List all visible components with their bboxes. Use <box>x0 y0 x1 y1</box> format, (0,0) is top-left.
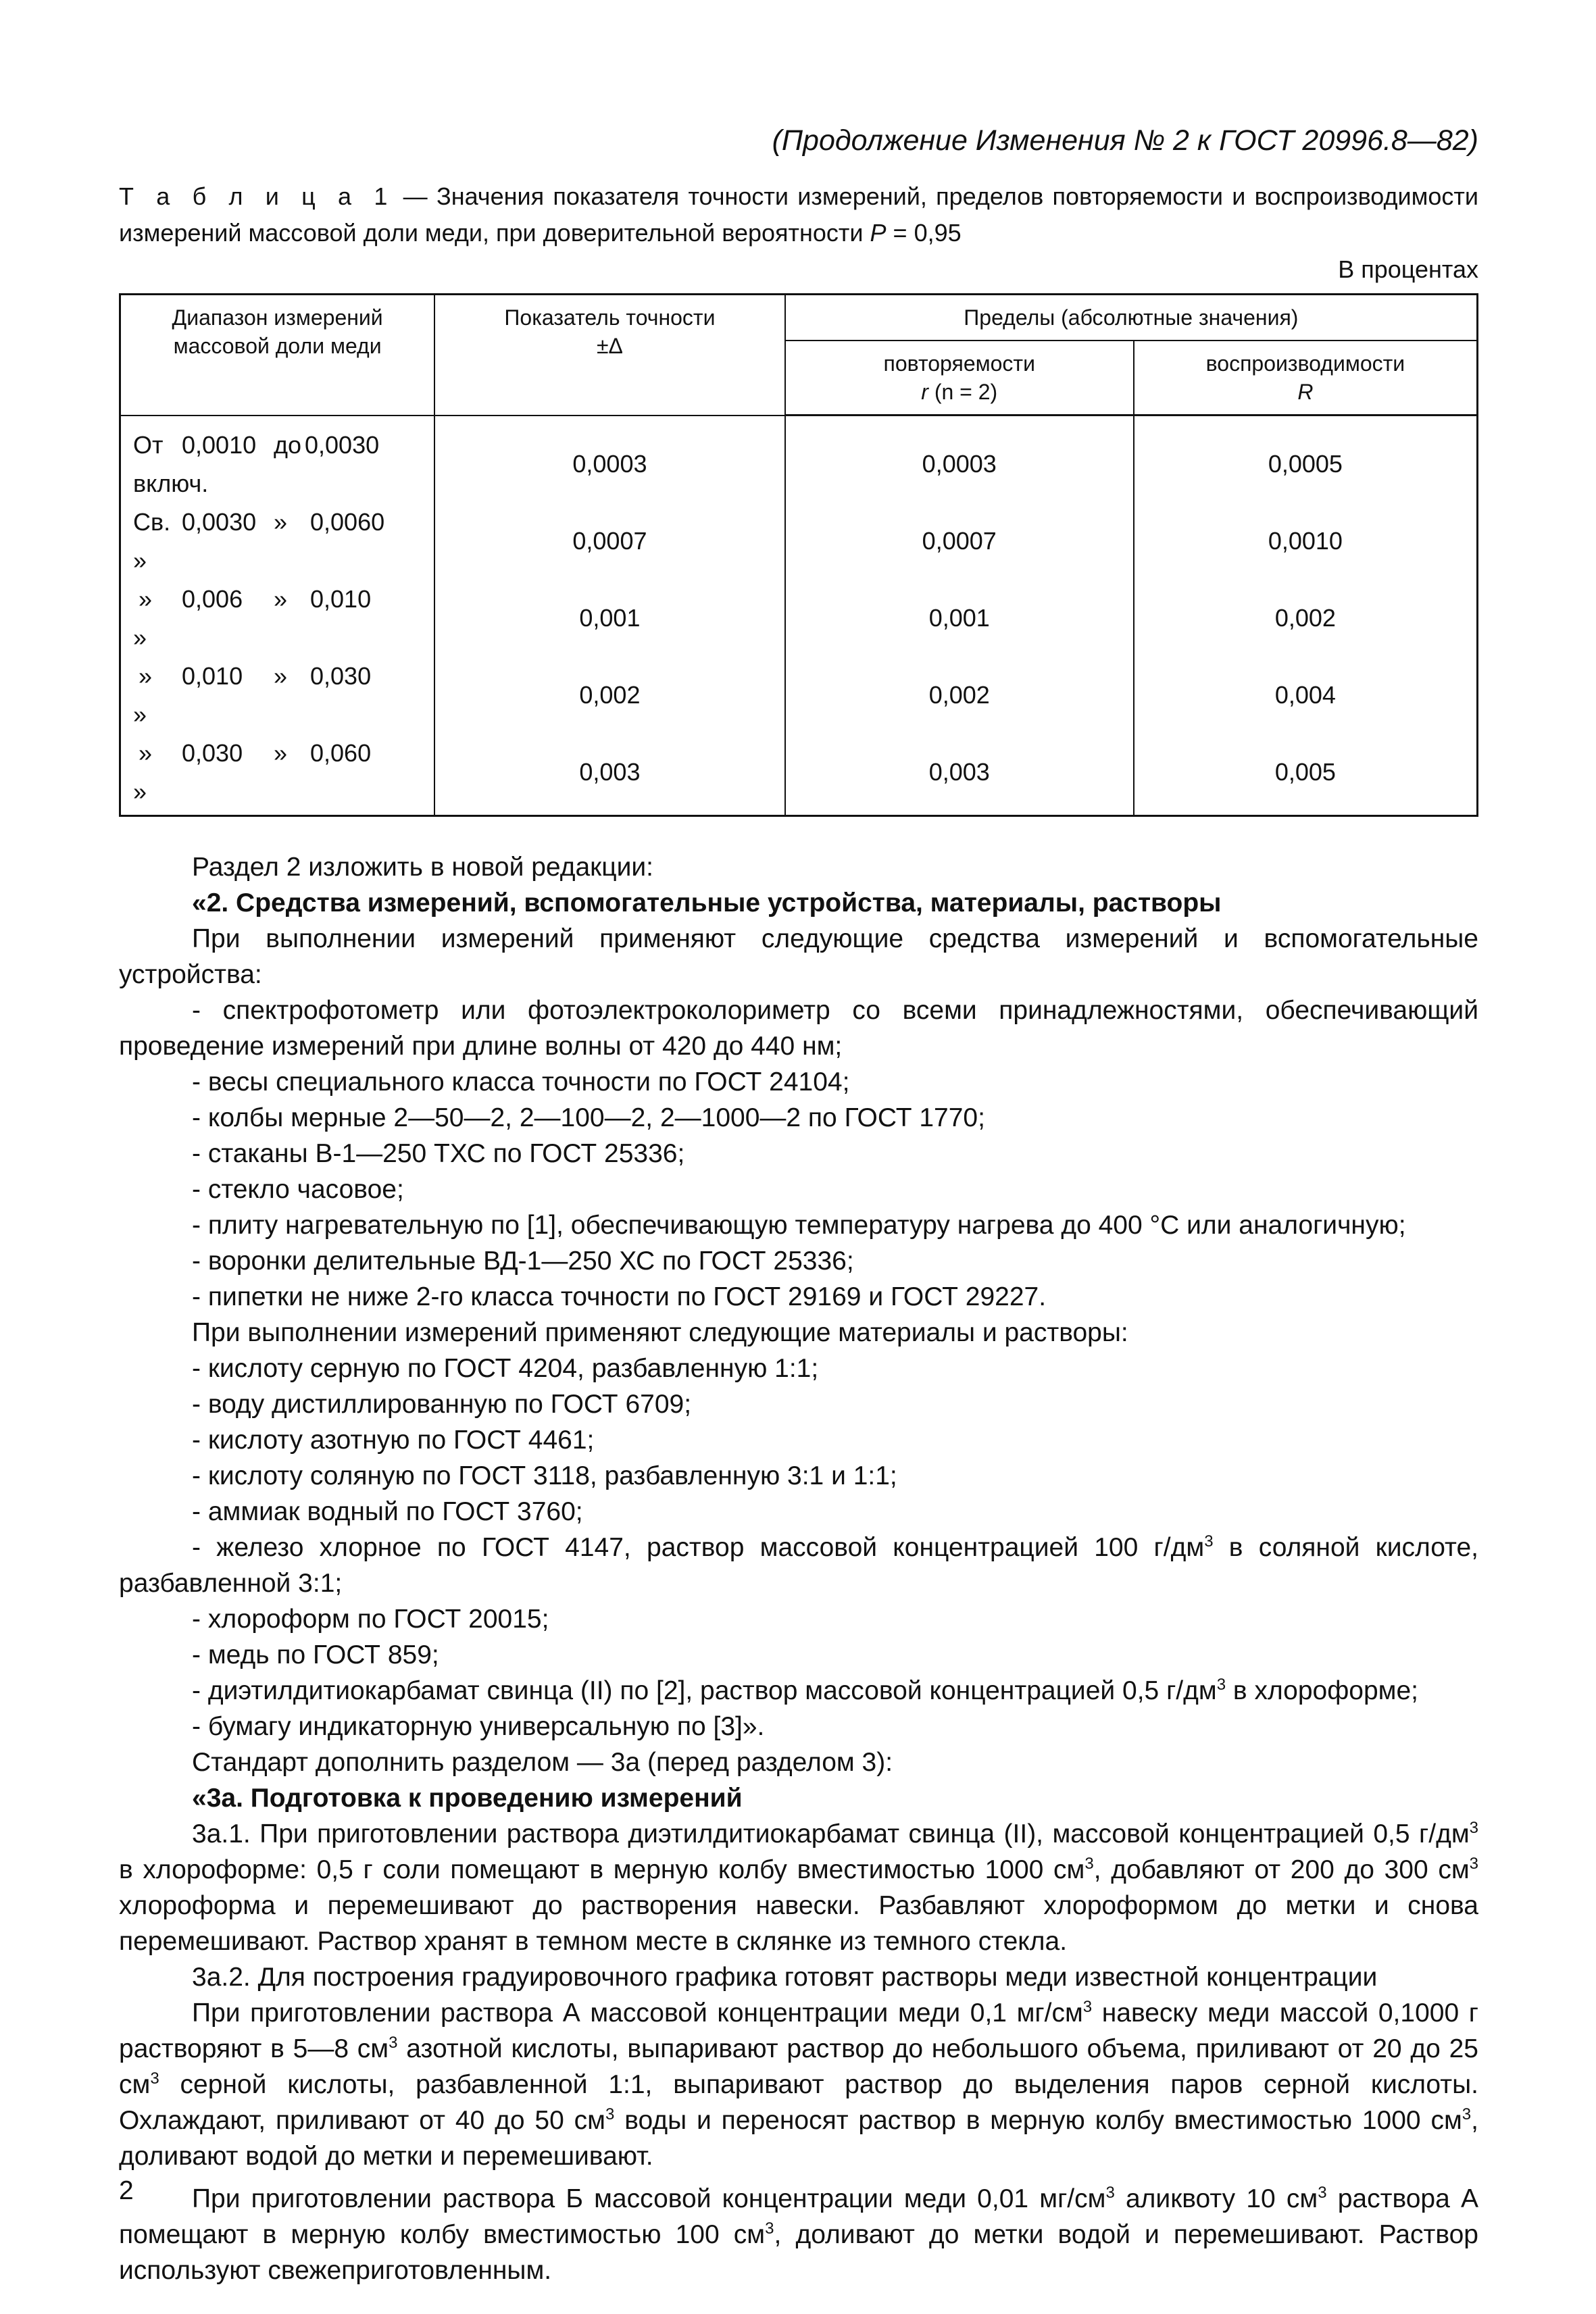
superscript: 3 <box>389 2033 398 2052</box>
header-reproducibility <box>1134 341 1478 416</box>
text-run: в соляной кислоте, разбавленной 3:1; <box>119 1532 1478 1598</box>
range-to: 0,030 <box>310 661 372 690</box>
superscript: 3 <box>1082 1997 1093 2016</box>
accuracy-cell: 0,001 <box>434 580 785 657</box>
reproducibility-cell: 0,0010 <box>1134 503 1478 580</box>
superscript: 3 <box>1462 2105 1472 2123</box>
range-cell <box>120 503 435 580</box>
header-continuation: (Продолжение Изменения № 2 к ГОСТ 20996.8—82) <box>772 124 1478 157</box>
accuracy-cell: 0,0003 <box>434 416 785 503</box>
superscript: 3 <box>1318 2183 1327 2202</box>
table-row <box>120 503 1478 580</box>
table-row <box>120 657 1478 734</box>
list-item: - хлороформ по ГОСТ 20015; <box>192 1604 549 1634</box>
header-reproducibility-label: воспроизводимости <box>1205 351 1405 376</box>
list-item: - плиту нагревательную по [1], обеспечивающую температуру нагрева до 400 °С или аналогичную; <box>192 1210 1406 1240</box>
text-run: серной кислоты, разбавленной 1:1, выпаривают раствор до выделения паров серной кислоты. Охлаждают, приливают от 40 до 50 см <box>119 2069 1478 2135</box>
range-prefix: От <box>133 430 164 459</box>
range-cell <box>120 734 435 816</box>
list-item: - весы специального класса точности по ГОСТ 24104; <box>192 1067 850 1097</box>
repeatability-cell: 0,001 <box>785 580 1134 657</box>
text-run: При приготовлении раствора А массовой концентрации меди 0,1 мг/см <box>192 1998 1083 2028</box>
list-item: - аммиак водный по ГОСТ 3760; <box>192 1496 583 1526</box>
superscript: 3 <box>765 2219 774 2238</box>
reproducibility-cell: 0,0005 <box>1134 416 1478 503</box>
superscript: 3 <box>605 2105 615 2123</box>
list-item <box>119 1673 1478 1709</box>
reproducibility-cell: 0,002 <box>1134 580 1478 657</box>
accuracy-cell: 0,003 <box>434 734 785 816</box>
range-suffix: » <box>133 700 147 728</box>
superscript: 3 <box>150 2069 159 2088</box>
range-from: 0,030 <box>182 738 243 767</box>
range-suffix: » <box>133 546 147 574</box>
range-to-word: » <box>274 584 288 613</box>
text-run: навеску меди массой 0,1000 г растворяют в 5—8 см <box>119 1998 1478 2063</box>
list-item: - воду дистиллированную по ГОСТ 6709; <box>192 1389 692 1419</box>
header-range: Диапазон измерений массовой доли меди <box>120 295 435 416</box>
table-caption-tail: = 0,95 <box>886 219 962 247</box>
range-prefix: » <box>139 661 153 690</box>
list-item <box>119 1530 1478 1601</box>
table-label: Т а б л и ц а 1 <box>119 182 395 210</box>
list-item: - кислоту соляную по ГОСТ 3118, разбавленную 3:1 и 1:1; <box>192 1461 897 1490</box>
text-run: азотной кислоты, выпаривают раствор до небольшого объема, приливают от 20 до 25 см <box>119 2034 1478 2099</box>
list-item: - кислоту серную по ГОСТ 4204, разбавленную 1:1; <box>192 1353 819 1383</box>
header-accuracy: Показатель точности ±Δ <box>434 295 785 416</box>
paragraph: 3а.2. Для построения градуировочного графика готовят растворы меди известной концентрации <box>192 1962 1378 1992</box>
range-prefix: » <box>139 738 153 767</box>
paragraph <box>119 1816 1478 1959</box>
list-item: - стекло часовое; <box>192 1174 404 1204</box>
text-run: в хлороформе: 0,5 г соли помещают в мерную колбу вместимостью 1000 см <box>119 1855 1085 1884</box>
header-repeatability-n: (n = 2) <box>928 380 998 404</box>
text-run: При приготовлении раствора Б массовой концентрации меди 0,01 мг/см <box>192 2184 1106 2213</box>
accuracy-table <box>119 293 1478 817</box>
range-from: 0,010 <box>182 661 243 690</box>
range-cell <box>120 580 435 657</box>
paragraph: Раздел 2 изложить в новой редакции: <box>192 852 653 882</box>
units-label: В процентах <box>1338 255 1478 283</box>
table-row <box>120 416 1478 503</box>
text-run: - диэтилдитиокарбамат свинца (II) по [2], раствор массовой концентрацией 0,5 г/дм <box>192 1676 1217 1705</box>
range-to-word: » <box>274 661 288 690</box>
range-from: 0,0030 <box>182 507 257 536</box>
repeatability-cell: 0,003 <box>785 734 1134 816</box>
header-reproducibility-symbol: R <box>1297 380 1314 404</box>
range-from: 0,0010 <box>182 430 257 459</box>
header-repeatability-symbol: r <box>921 380 928 404</box>
superscript: 3 <box>1084 1854 1094 1873</box>
range-to: 0,060 <box>310 738 372 767</box>
paragraph <box>119 2181 1478 2288</box>
range-to-word: до <box>274 430 302 459</box>
repeatability-cell: 0,0007 <box>785 503 1134 580</box>
list-item: - кислоту азотную по ГОСТ 4461; <box>192 1425 595 1455</box>
text-run: в хлороформе; <box>1226 1676 1419 1705</box>
table-caption <box>119 178 1478 251</box>
page-number: 2 <box>119 2176 134 2205</box>
accuracy-cell: 0,002 <box>434 657 785 734</box>
text-run: аликвоту 10 см <box>1114 2184 1318 2213</box>
paragraph: Стандарт дополнить разделом — 3а (перед разделом 3): <box>192 1747 893 1777</box>
range-suffix: » <box>133 623 147 651</box>
text-run: - железо хлорное по ГОСТ 4147, раствор массовой концентрацией 100 г/дм <box>192 1532 1205 1562</box>
range-to: 0,0030 <box>305 430 380 459</box>
range-suffix: включ. <box>133 469 209 497</box>
list-item: - спектрофотометр или фотоэлектроколориметр со всеми принадлежностями, обеспечивающий проведение измерений при длине волны от 420 до 440 нм; <box>119 995 1478 1061</box>
text-run: хлороформа и перемешивают до растворения навески. Разбавляют хлороформом до метки и снова перемешивают. Раствор хранят в темном месте в склянке из темного стекла. <box>119 1890 1478 1956</box>
range-to: 0,010 <box>310 584 372 613</box>
list-item: - колбы мерные 2—50—2, 2—100—2, 2—1000—2 по ГОСТ 1770; <box>192 1103 985 1132</box>
table-caption-text: — Значения показателя точности измерений, пределов повторяемости и воспроизводимости измерений массовой доли меди, при доверительной вероятности <box>119 182 1479 247</box>
superscript: 3 <box>1105 2183 1115 2202</box>
range-to-word: » <box>274 738 288 767</box>
list-item: - воронки делительные ВД-1—250 ХС по ГОСТ 25336; <box>192 1246 854 1276</box>
text-run: 3а.1. При приготовлении раствора диэтилдитиокарбамат свинца (II), массовой концентрацией 0,5 г/дм <box>192 1819 1470 1848</box>
range-prefix: » <box>139 584 153 613</box>
body-text <box>119 849 1478 2288</box>
header-repeatability <box>785 341 1134 416</box>
list-item: - медь по ГОСТ 859; <box>192 1640 439 1669</box>
range-to-word: » <box>274 507 288 536</box>
superscript: 3 <box>1469 1854 1478 1873</box>
list-item: - бумагу индикаторную универсальную по [3]». <box>192 1711 765 1741</box>
text-run: воды и переносят раствор в мерную колбу вместимостью 1000 см <box>614 2105 1462 2135</box>
text-run: , добавляют от 200 до 300 см <box>1093 1855 1470 1884</box>
text-run: раствора А помещают в мерную колбу вместимостью 100 см <box>119 2184 1478 2249</box>
repeatability-cell: 0,002 <box>785 657 1134 734</box>
range-cell <box>120 657 435 734</box>
list-item: - пипетки не ниже 2-го класса точности по ГОСТ 29169 и ГОСТ 29227. <box>192 1282 1047 1311</box>
reproducibility-cell: 0,004 <box>1134 657 1478 734</box>
paragraph <box>119 1995 1478 2174</box>
superscript: 3 <box>1216 1675 1226 1694</box>
table-row <box>120 734 1478 816</box>
superscript: 3 <box>1204 1532 1214 1551</box>
superscript: 3 <box>1469 1818 1478 1837</box>
section-heading: «3а. Подготовка к проведению измерений <box>192 1783 743 1813</box>
table-caption-p: P <box>870 219 887 247</box>
text-run: , доливают до метки водой и перемешивают. Раствор используют свежеприготовленным. <box>119 2219 1478 2285</box>
paragraph: При выполнении измерений применяют следующие материалы и растворы: <box>192 1317 1128 1347</box>
range-to: 0,0060 <box>310 507 385 536</box>
range-from: 0,006 <box>182 584 243 613</box>
text-run: , доливают водой до метки и перемешивают. <box>119 2105 1478 2171</box>
table-row <box>120 580 1478 657</box>
reproducibility-cell: 0,005 <box>1134 734 1478 816</box>
repeatability-cell: 0,0003 <box>785 416 1134 503</box>
section-heading: «2. Средства измерений, вспомогательные устройства, материалы, растворы <box>192 888 1222 917</box>
header-repeatability-label: повторяемости <box>883 351 1035 376</box>
range-cell <box>120 416 435 503</box>
header-limits: Пределы (абсолютные значения) <box>785 295 1478 341</box>
range-suffix: » <box>133 777 147 805</box>
document-page <box>119 120 1478 2288</box>
paragraph: При выполнении измерений применяют следующие средства измерений и вспомогательные устройства: <box>119 924 1478 989</box>
range-prefix: Св. <box>133 507 171 536</box>
accuracy-cell: 0,0007 <box>434 503 785 580</box>
list-item: - стаканы В-1—250 ТХС по ГОСТ 25336; <box>192 1138 685 1168</box>
